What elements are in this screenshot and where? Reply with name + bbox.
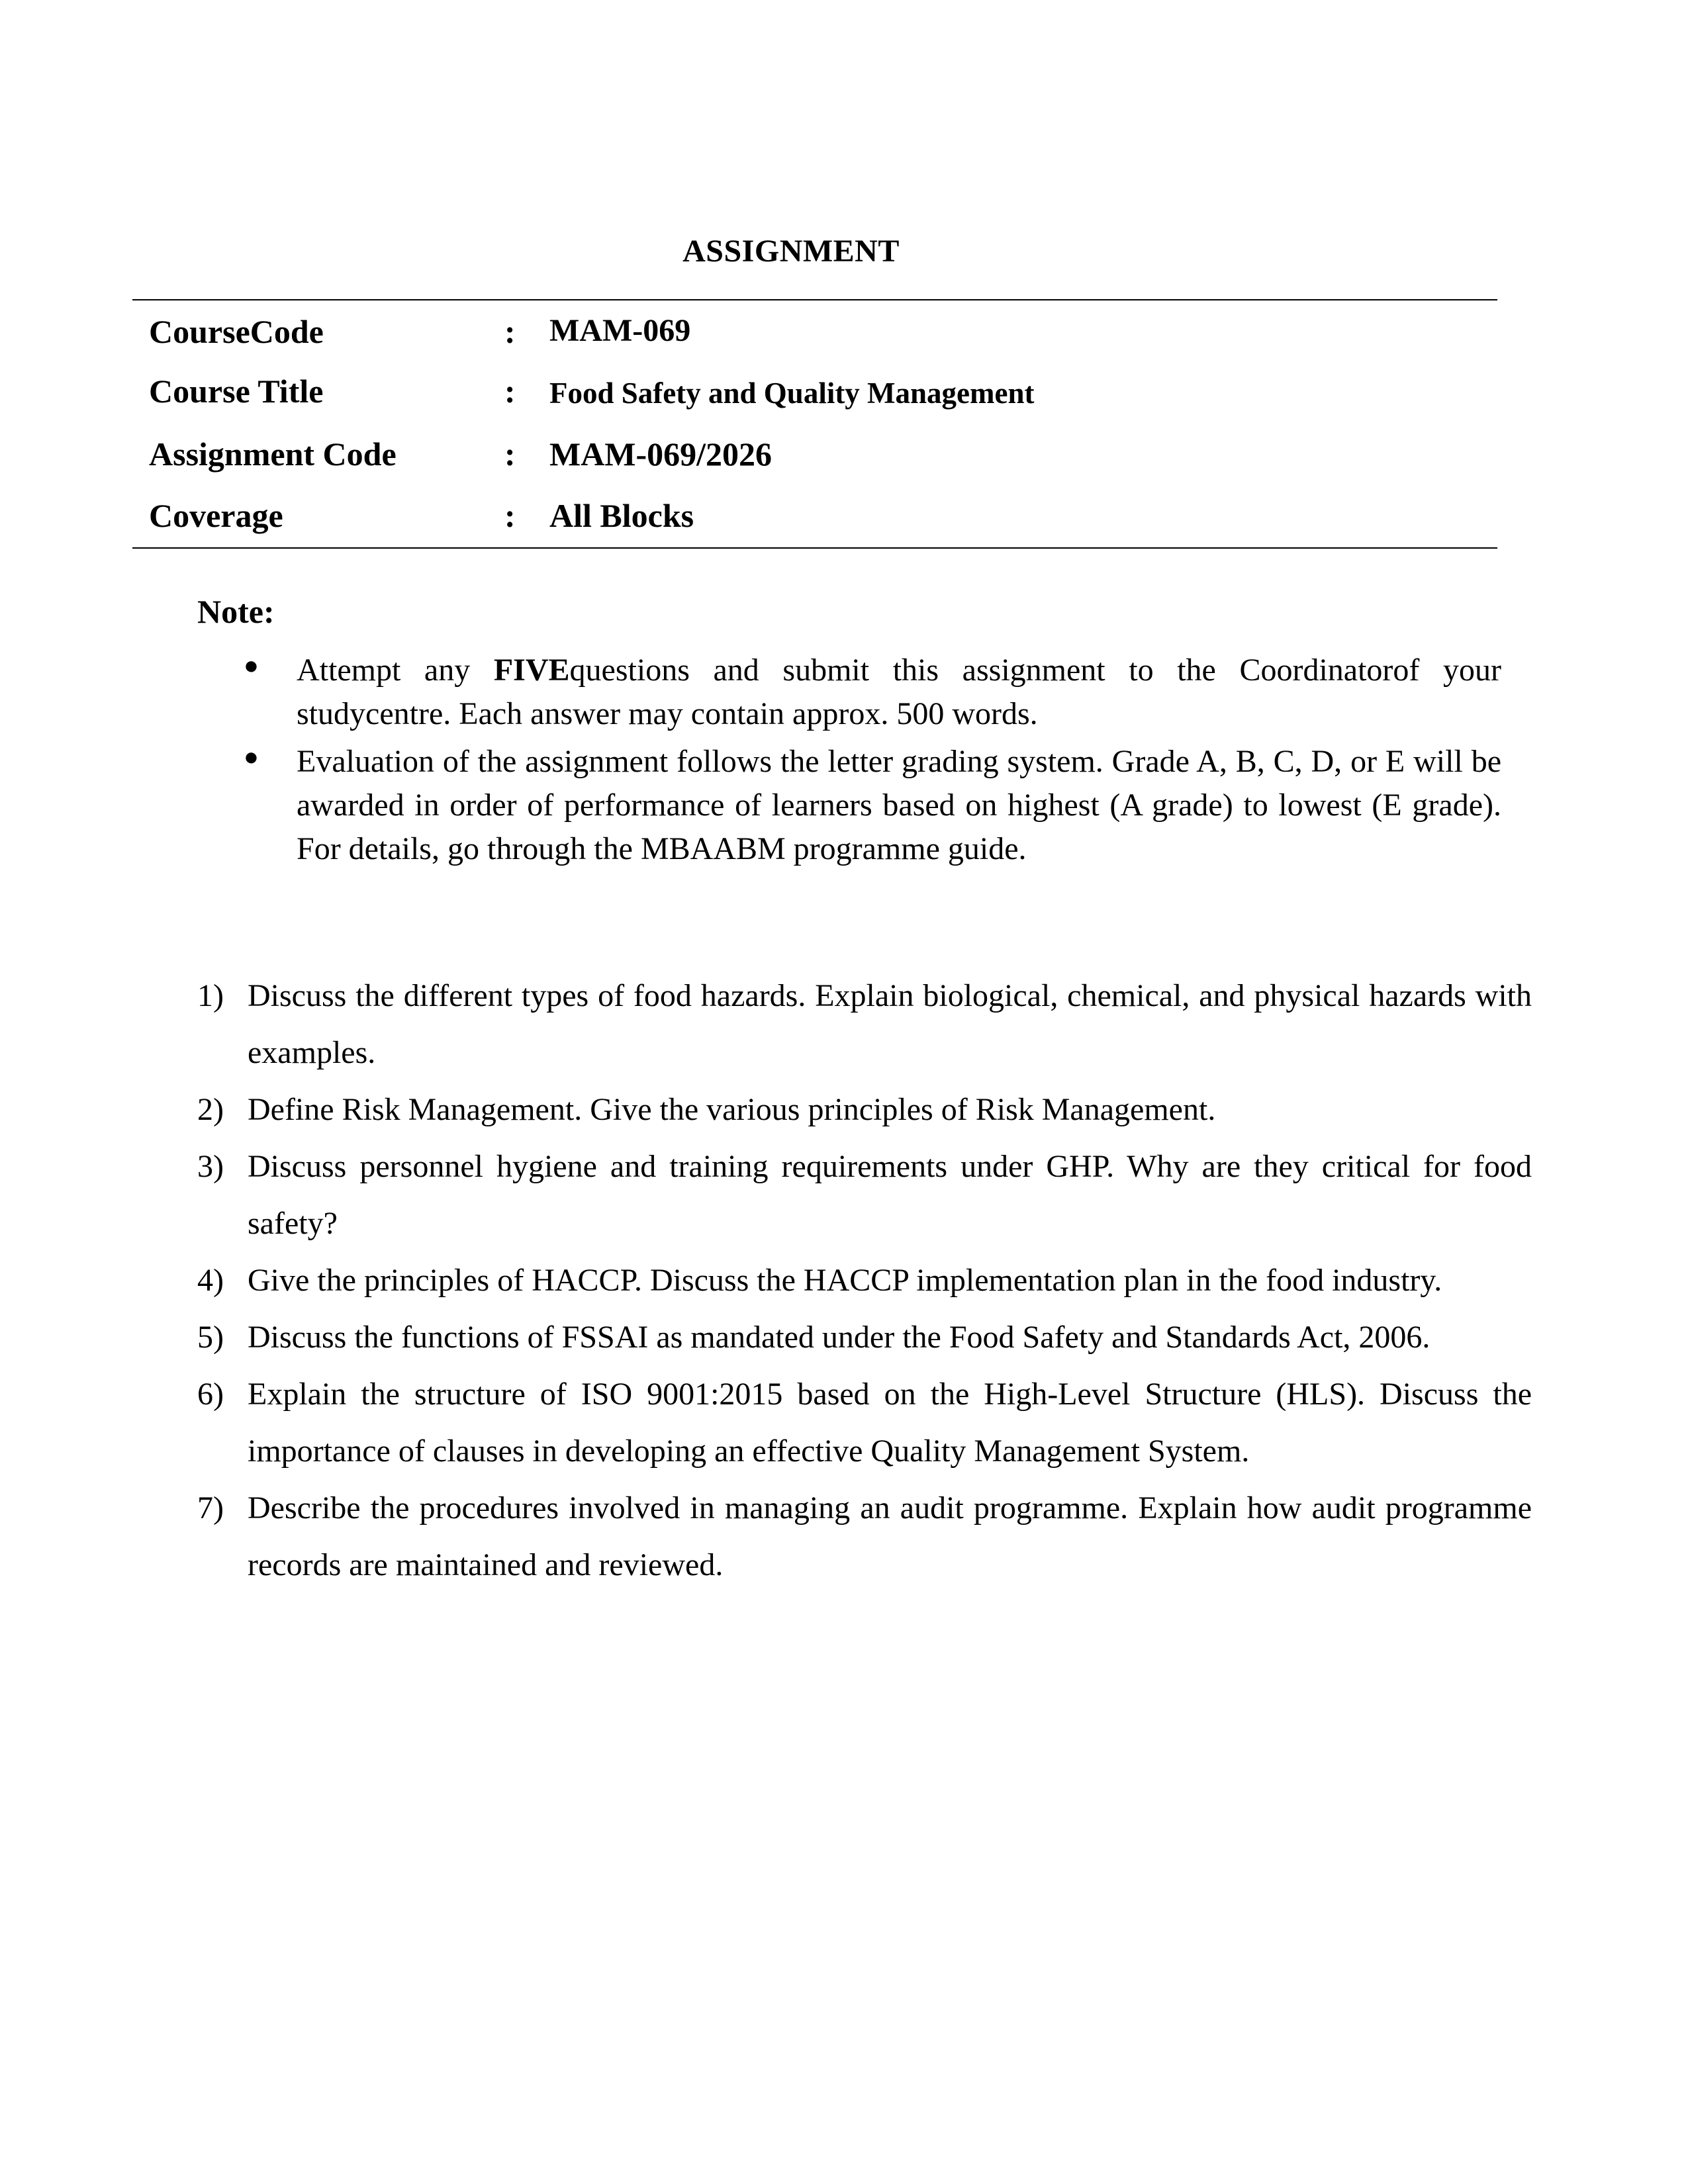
info-colon: : — [504, 497, 516, 534]
question-text: Explain the structure of ISO 9001:2015 based on the High-Level Structure (HLS). Discuss the importance of clauses in developing an effective Quality Management System. — [248, 1377, 1532, 1469]
info-label: Course Title — [149, 373, 324, 410]
note-heading: Note: — [197, 593, 275, 630]
info-colon: : — [504, 435, 516, 473]
question-number: 6) — [197, 1377, 224, 1412]
bullet-icon: ● — [244, 743, 259, 771]
question-number: 5) — [197, 1320, 224, 1355]
info-value: MAM-069 — [549, 313, 691, 348]
question-number: 7) — [197, 1490, 224, 1525]
question-text: Describe the procedures involved in managing an audit programme. Explain how audit programme records are maintained and reviewed. — [248, 1490, 1532, 1582]
info-value: All Blocks — [549, 497, 694, 534]
note-text-after: questions and submit this assignment to the Coordinatorof your studycentre. Each answer may contain approx. 500 words. — [297, 653, 1501, 731]
header-bottom-rule — [132, 547, 1497, 549]
page-title: ASSIGNMENT — [682, 234, 900, 269]
question-number: 3) — [197, 1149, 224, 1184]
question-item — [197, 1081, 1532, 1138]
info-colon: : — [504, 313, 516, 350]
question-item — [197, 1309, 1532, 1366]
question-number: 2) — [197, 1092, 224, 1127]
info-row-course-title — [0, 372, 1688, 412]
info-row-assignment-code — [0, 435, 1688, 475]
info-label: Assignment Code — [149, 435, 397, 473]
question-item — [197, 968, 1532, 1081]
question-text: Discuss the different types of food hazards. Explain biological, chemical, and physical hazards with examples. — [248, 978, 1532, 1070]
info-colon: : — [504, 373, 516, 410]
question-text: Define Risk Management. Give the various principles of Risk Management. — [248, 1092, 1216, 1127]
bullet-icon: ● — [244, 652, 259, 680]
question-text: Discuss personnel hygiene and training requirements under GHP. Why are they critical for food safety? — [248, 1149, 1532, 1241]
info-value: Food Safety and Quality Management — [549, 377, 1035, 410]
question-text: Give the principles of HACCP. Discuss the HACCP implementation plan in the food industry. — [248, 1263, 1442, 1298]
question-list — [197, 968, 1532, 1594]
question-item — [197, 1366, 1532, 1480]
note-text — [297, 649, 1501, 736]
note-text-before: Attempt any — [297, 653, 494, 688]
info-value: MAM-069/2026 — [549, 435, 773, 473]
info-row-course-code — [0, 312, 1688, 352]
info-label: CourseCode — [149, 313, 324, 350]
note-text: Evaluation of the assignment follows the letter grading system. Grade A, B, C, D, or E will be awarded in order of performance of learners based on highest (A grade) to lowest (E grade). For details, go through the MBAABM programme guide. — [297, 744, 1501, 866]
question-item — [197, 1252, 1532, 1309]
question-item — [197, 1138, 1532, 1252]
info-row-coverage — [0, 496, 1688, 536]
question-text: Discuss the functions of FSSAI as mandated under the Food Safety and Standards Act, 2006. — [248, 1320, 1430, 1355]
info-label: Coverage — [149, 497, 283, 534]
question-number: 1) — [197, 978, 224, 1013]
header-top-rule — [132, 299, 1497, 300]
question-item — [197, 1480, 1532, 1594]
note-emphasis: FIVE — [493, 653, 570, 688]
question-number: 4) — [197, 1263, 224, 1298]
